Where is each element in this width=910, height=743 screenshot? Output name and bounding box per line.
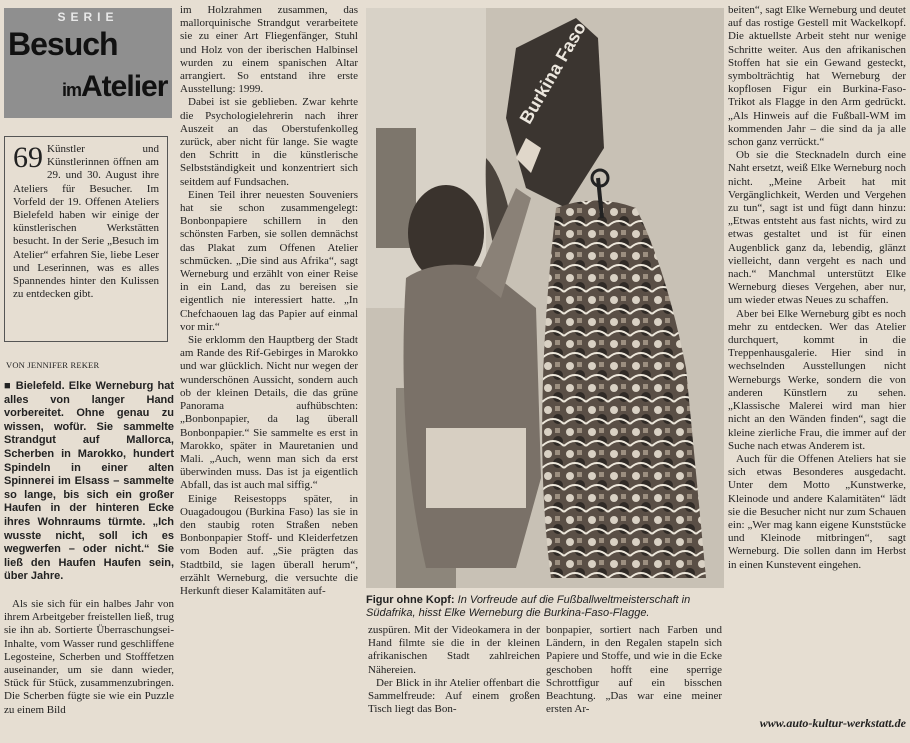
caption-title: Figur ohne Kopf: [366,594,455,606]
article-photo [366,8,724,588]
column-5-paragraph: Ob sie die Stecknadeln durch eine Naht ersetzt, weiß Elke Werneburg noch nicht. „Meine Arbeit hat mit Vergänglichkeit, Werden und Vergehen zu tun“, sagt ist und fügt dann hinzu: „Etwas entsteht aus fast nichts, wird zu etwas gestaltet und ist für einen Augenblick ganz da, lebendig, glänzt vielleicht, dann vergeht es nach und nach.“ Manchmal unterstützt Elke Werneburg dieses Vergehen, aber nur, um wieder etwas Neues zu schaffen. [728,149,906,307]
headline-line-2 [62,70,167,104]
photo-illustration [366,8,724,588]
column-1-body [4,598,174,743]
column-4-paragraph: bonpapier, sortiert nach Farben und Ländern, in den Regalen stapeln sich Papiere und Stoffe, und wie in die Ecke geschoben hofft eine sperrige Schrottfigur auf ein bisschen Beachtung. „Das war eine meiner ersten Ar- [546,624,722,716]
intro-dropcap: 69 [13,141,43,174]
intro-text: Künstler und Künstlerinnen öffnen am 29. und 30. August ihre Ateliers für Besucher. Im Vorfeld der 19. Offenen Ateliers Bielefeld haben wir einige der künstlerischen Werkstätten besucht. In der Serie „Besuch im Atelier“ erfahren Sie, liebe Leser und Leserinnen, was es alles Spannendes hinter den Kulissen zu entdecken gibt. [13,143,159,301]
serie-label: SERIE [57,10,119,24]
caption-text: In Vorfreude auf die Fußballweltmeisterschaft in Südafrika, hisst Elke Werneburg die Burkina-Faso-Flagge. [366,594,691,620]
column-2-paragraph: Sie erklomm den Hauptberg der Stadt am Rande des Rif-Gebirges in Marokko und war glücklich. Nicht nur wegen der wunderschönen Aussicht, sondern auch ob der kleinen Details, die das grüne Panorama aufhübschten: „Bonbonpapier, da lag überall Bonbonpapier.“ Sie sammelte es erst in Marokko, später in Mauretanien und Mali. „Auch, wenn man sich da erst überwinden muss. Das ist ja eigentlich Abfall, das ist auch mal siffig.“ [180,334,358,492]
headline-line-1: Besuch [8,26,118,62]
column-5-body [728,4,906,704]
column-2-paragraph: Dabei ist sie geblieben. Zwar kehrte die Psychologielehrerin nach ihrer Auszeit an das Oberstufenkolleg zurück, aber nicht für lange. Sie wagte den Schritt in die künstlerische Selbstständigkeit und konzentriert sich seitdem auf Fundsachen. [180,96,358,188]
column-2-paragraph: Einen Teil ihrer neuesten Souveniers hat sie schon zusammengelegt: Bonbonpapiere schillern in den schönsten Farben, sie sollen demnächst das Plakat zum Offenen Atelier schmücken. „Die sind aus Afrika“, sagt Werneburg und erzählt von einer Reise in ein Land, das zu bereisen sie eigentlich nie interessiert hatte. „In Chefchaouen lag das Papier auf einmal vor mir.“ [180,188,358,333]
flag-text: Burkina Faso [515,18,590,128]
column-5-paragraph: beiten“, sagt Elke Werneburg und deutet auf das rostige Gestell mit Wackelkopf. Die aktuellste Arbeit steht nur wenige Schritte weiter. Aus den afrikanischen Stoffen hat sie ein Gewand gesteckt, symbolträchtig hat Werneburg der kopflosen Figur ein Burkina-Faso-Trikot als Flagge in den Arm gedrückt. „Als Hinweis auf die Fußball-WM im kommenden Jahr – die sind da ja alle schon ganz verrückt.“ [728,4,906,149]
column-2-paragraph: im Holzrahmen zusammen, das mallorquinische Strandgut verarbeitete sie zu einer Art Fliegenfänger, Stuhl und Holz von der iberischen Halbinsel wurden zu einem spanischen Altar arrangiert. So entstand ihre erste Ausstellung: 1999. [180,4,358,96]
photo-caption [366,594,724,621]
column-2-body [180,4,358,743]
lead-paragraph: ■ Bielefeld. Elke Werneburg hat alles von langer Hand vorbereitet. Ohne genau zu wissen, wofür. Sie sammelte Strandgut auf Mallorca, Scherben in Marokko, hundert Spindeln in einer alten Spinnerei im Elsass – sammelte so lange, bis sich ein großer Haufen in der hinteren Ecke ihres Wohnraums türmte. „Ich wusste nicht, soll ich es wegwerfen – oder nicht.“ Sie ließ den Haufen Haufen sein, über Jahre. [4,380,174,583]
column-3-paragraph: Der Blick in ihr Atelier offenbart die Sammelfreude: Auf einem großen Tisch liegt das Bon- [368,676,540,716]
column-4-body [546,624,722,743]
column-3-body [368,624,540,743]
intro-box [4,136,168,342]
column-5-paragraph: Aber bei Elke Werneburg gibt es noch mehr zu entdecken. Wer das Atelier durchquert, kommt in die Treppenhausgalerie. Hier sind in wechselnden Ausstellungen nicht Werneburgs Werke, sondern die von anderen Künstlern zu sehen. „Klassische Malerei wird man hier nicht an den Wänden finden“, sagt die kleine zierliche Frau, die immer auf der Suche nach etwas Anderem ist. [728,307,906,452]
byline: VON JENNIFER REKER [6,360,100,370]
column-1-paragraph: Als sie sich für ein halbes Jahr von ihrem Arbeitgeber freistellen ließ, trug sie ihn ab. Sortierte Überraschungsei-Inhalte, vom Wasser rund geschliffene Legosteine, Scherben und Stofffetzen auseinander, um sie dann wieder, Stück für Stück, zusammenzubringen. Die Scherben fügte sie wie ein Puzzle zu einem Bild [4,598,174,716]
woman-body [404,265,542,568]
serie-banner [4,8,172,118]
column-5-paragraph: Auch für die Offenen Ateliers hat sie sich etwas Besonderes ausgedacht. Unter dem Motto „Kunstwerke, Kleinode und andere Kalamitäten“ lädt sie die Besucher nicht nur zum Schauen ein: „Wer mag kann eigene Kunststücke und Kleinode mitbringen“, sagt Werneburg. Die sollen dann im Herbst in einen Kunstevent eingehen. [728,452,906,571]
source-credit: www.auto-kultur-werkstatt.de [759,716,906,730]
column-3-paragraph: zuspüren. Mit der Videokamera in der Hand filmte sie die in der kleinen afrikanischen Stadt zahlreichen Nähereien. [368,624,540,676]
headline-atelier: Atelier [81,70,168,103]
headline-im: im [62,80,82,100]
column-2-paragraph: Einige Reisestopps später, in Ouagadougou (Burkina Faso) las sie in den staubig roten Straßen neben Bonbonpapier Stoff- und Kleiderfetzen vom Boden auf. „Sie prägten das Stadtbild, sie lagen überall herum“, erzählt Werneburg, die versuchte die Herkunft dieser Kalamitäten auf- [180,492,358,597]
